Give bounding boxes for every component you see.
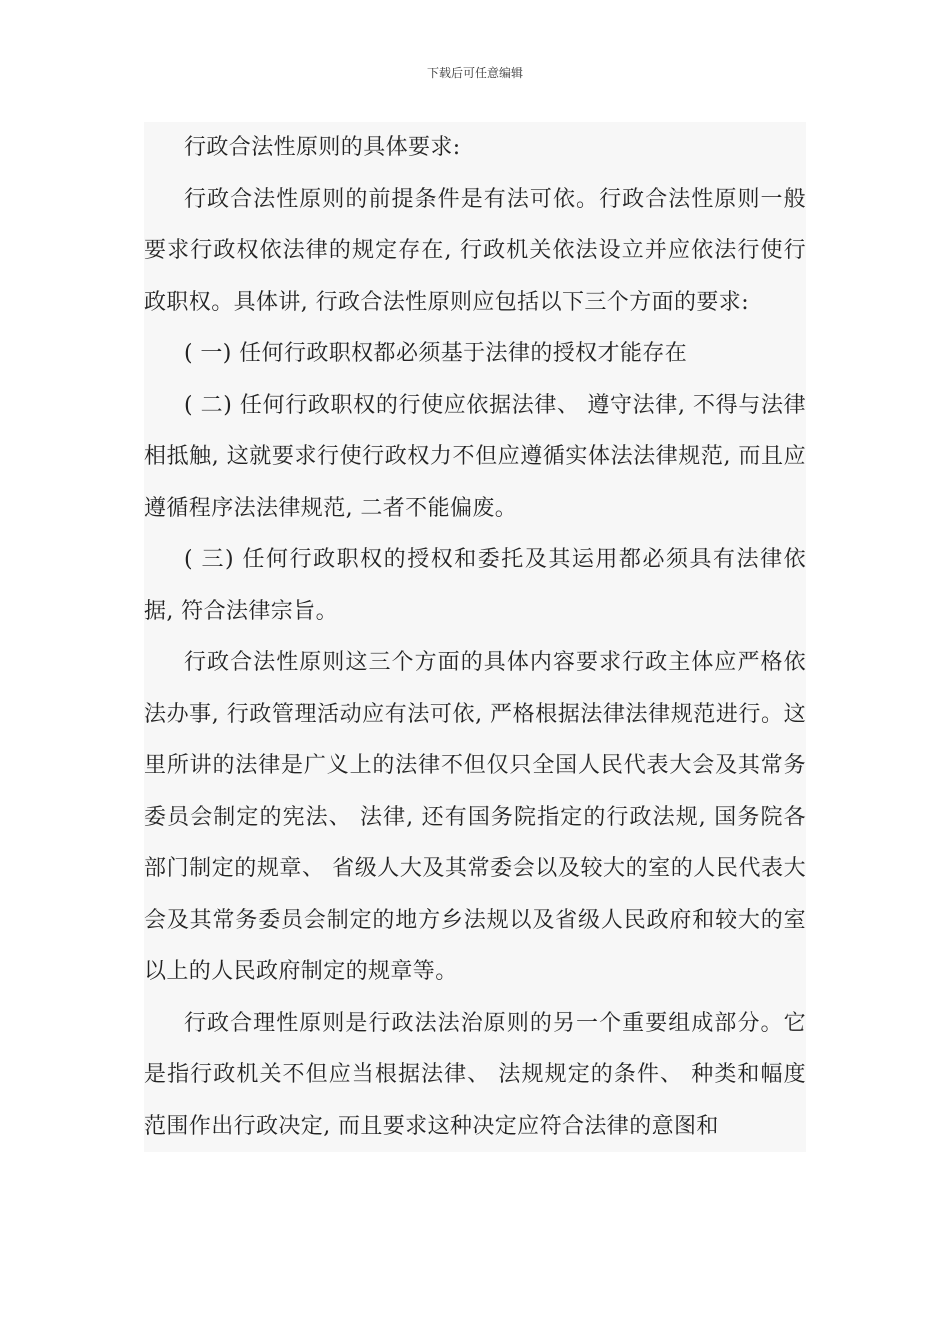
paragraph-item-2: ( 二) 任何行政职权的行使应依据法律、 遵守法律, 不得与法律相抵触, 这就要求行使行政权力不但应遵循实体法法律规范, 而且应遵循程序法法律规范, 二者不能偏废。 (144, 392, 806, 521)
paragraph-reasonableness: 行政合理性原则是行政法法治原则的另一个重要组成部分。它是指行政机关不但应当根据法律、 法规规定的条件、 种类和幅度范围作出行政决定, 而且要求这种决定应符合法律的意图和 (144, 1010, 806, 1139)
page-header-note: 下载后可任意编辑 (426, 66, 523, 80)
paragraph-item-3: ( 三) 任何行政职权的授权和委托及其运用都必须具有法律依据, 符合法律宗旨。 (144, 547, 806, 624)
paragraph-intro: 行政合法性原则的前提条件是有法可依。行政合法性原则一般要求行政权依法律的规定存在, 行政机关依法设立并应依法行使行政职权。具体讲, 行政合法性原则应包括以下三个方面的要求: (144, 186, 806, 315)
paragraph-item-1: ( 一) 任何行政职权都必须基于法律的授权才能存在 (184, 341, 688, 366)
document-body (144, 122, 806, 1152)
paragraph-heading: 行政合法性原则的具体要求: (184, 135, 461, 160)
paragraph-explanation: 行政合法性原则这三个方面的具体内容要求行政主体应严格依法办事, 行政管理活动应有法可依, 严格根据法律法律规范进行。这里所讲的法律是广义上的法律不但仅只全国人民代表大会及其常务委员会制定的宪法、 法律, 还有国务院指定的行政法规, 国务院各部门制定的规章、 省级人大及其常委会以及较大的室的人民代表大会及其常务委员会制定的地方乡法规以及省级人民政府和较大的室以上的人民政府制定的规章等。 (144, 650, 806, 984)
